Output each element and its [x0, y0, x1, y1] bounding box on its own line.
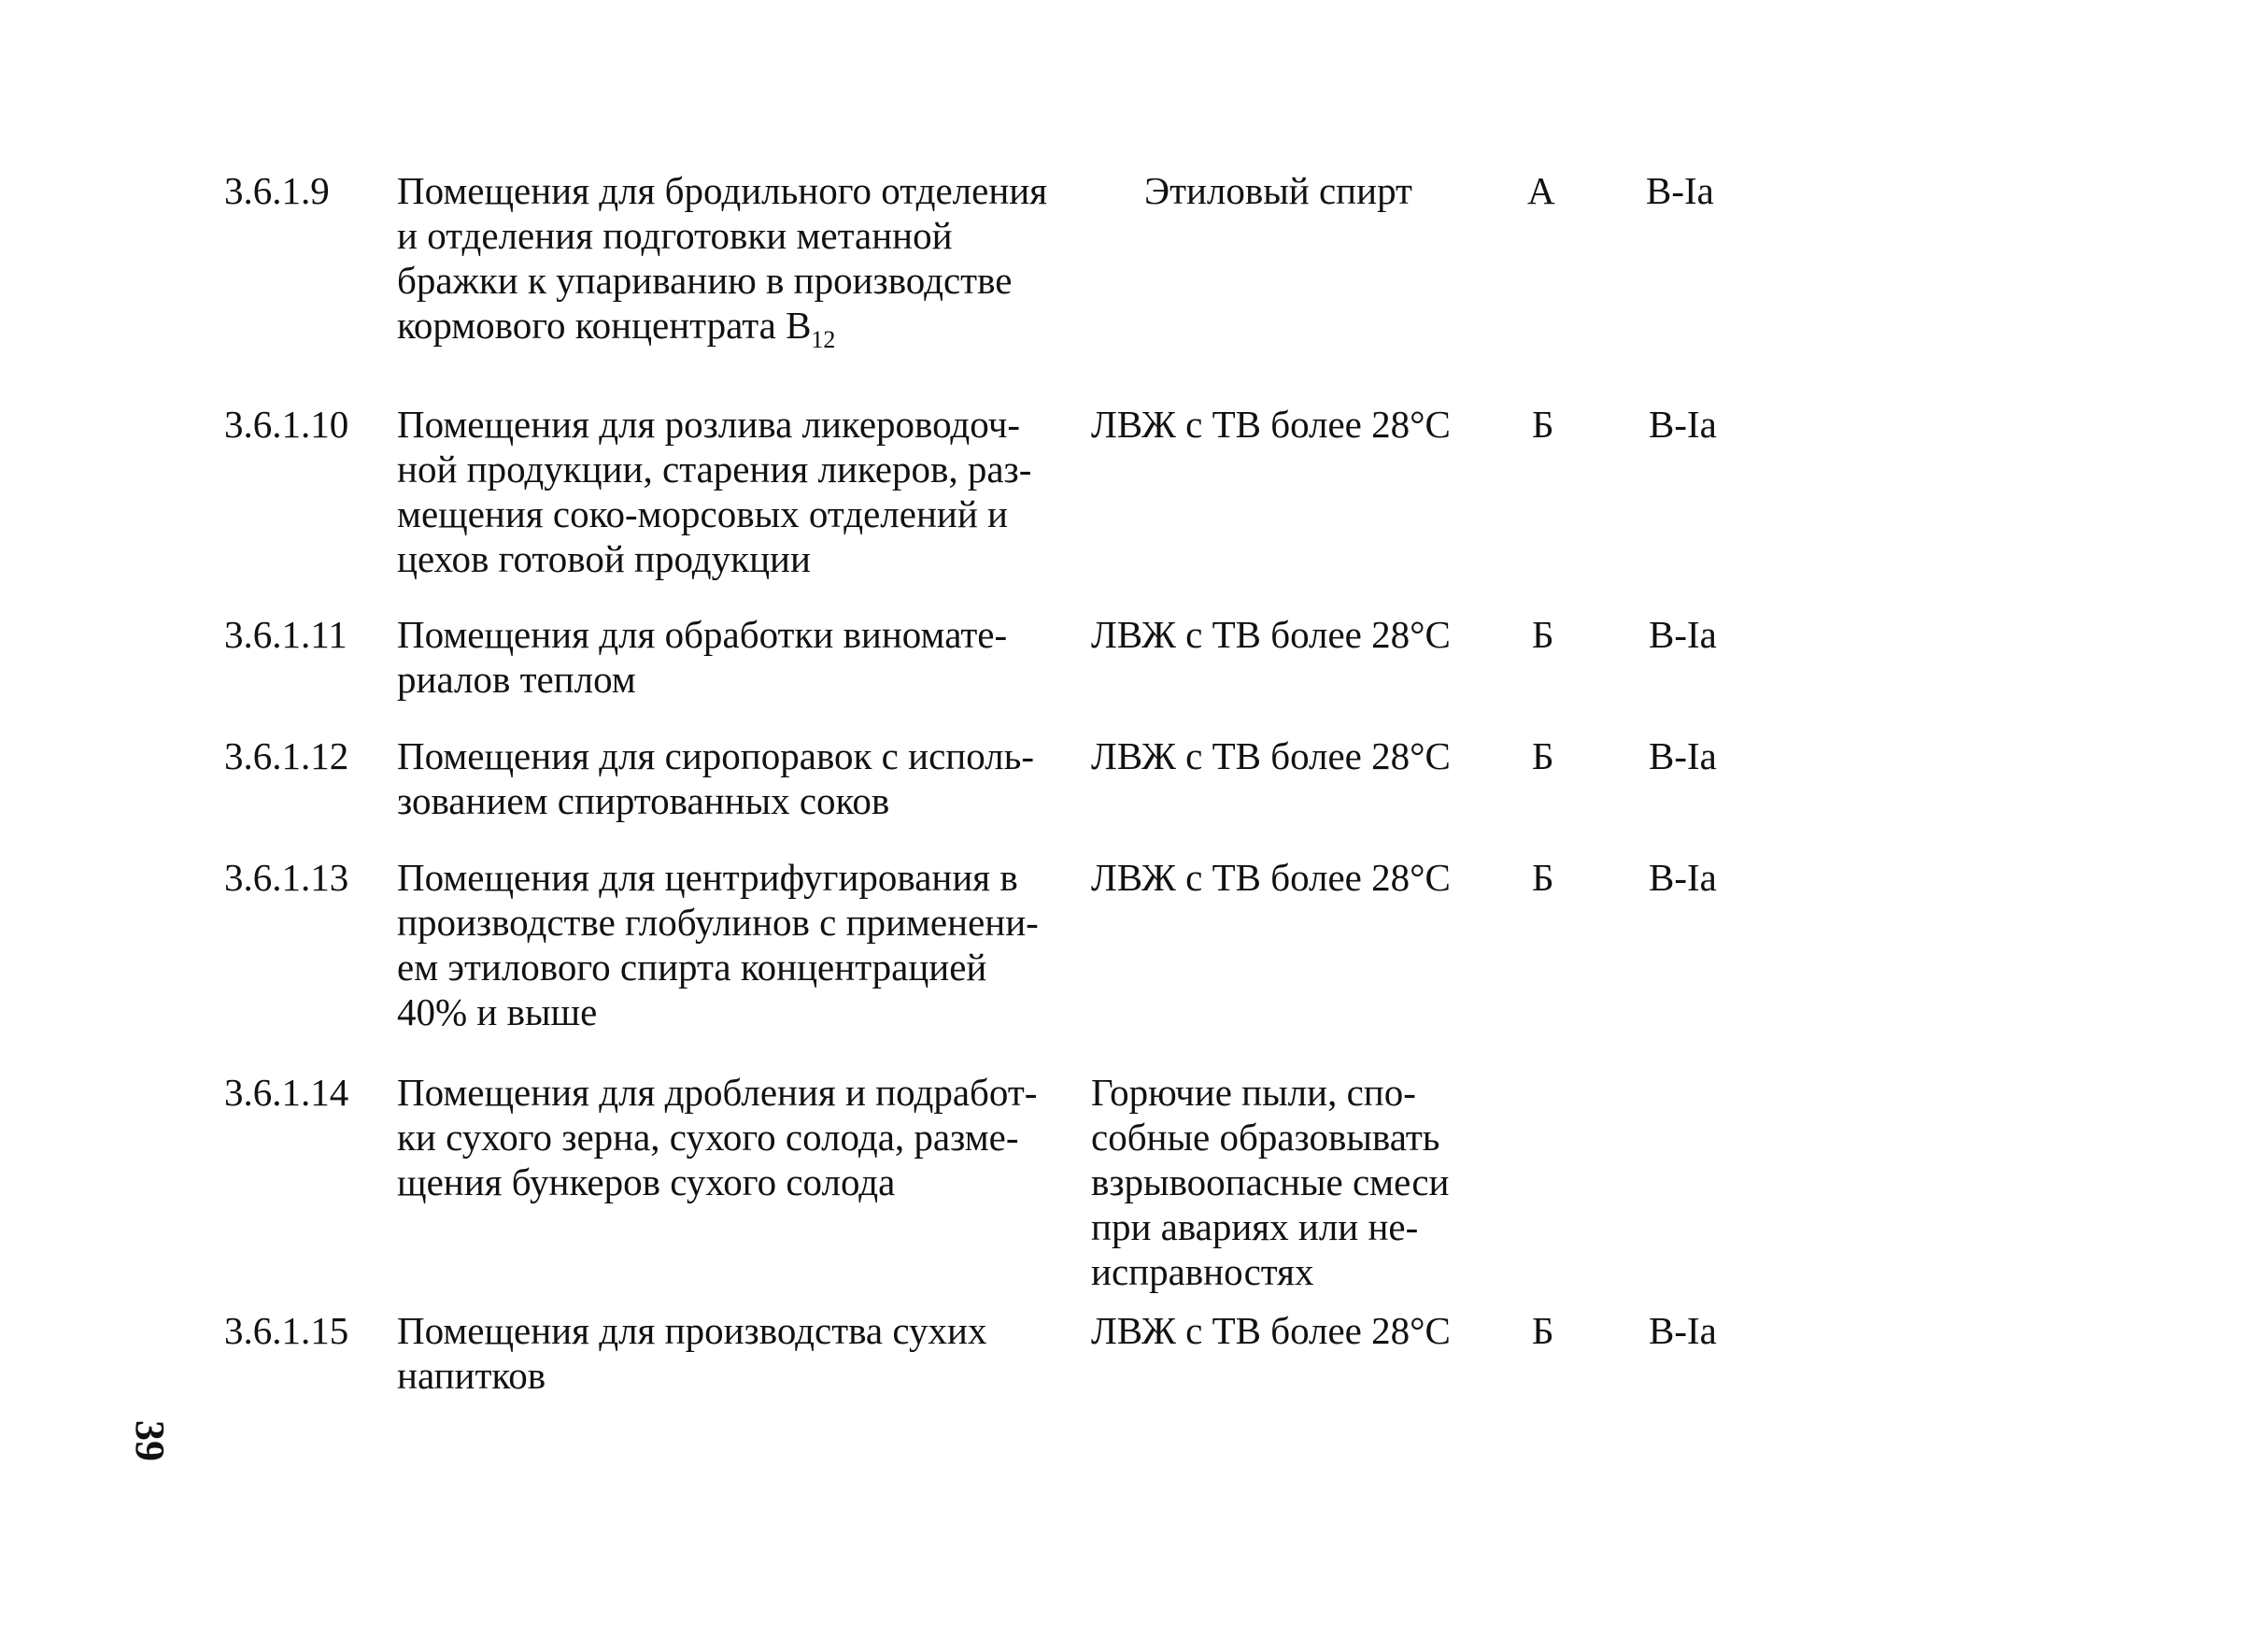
category: Б [1532, 856, 1554, 899]
substance-line: исправностях [1091, 1250, 1314, 1293]
category: Б [1532, 734, 1554, 777]
description-line [397, 303, 1079, 353]
description-line: Помещения для бродильного отделения [397, 169, 1048, 212]
item-number: 3.6.1.14 [224, 1071, 349, 1114]
description-line: Помещения для дробления и подработ- [397, 1071, 1038, 1114]
substance [1091, 855, 1483, 900]
room-description [397, 612, 1079, 702]
category: Б [1532, 613, 1554, 656]
item-number: 3.6.1.12 [224, 734, 349, 777]
subscript-text: 12 [811, 326, 836, 353]
item-number: 3.6.1.9 [224, 169, 330, 212]
description-line: зованием спиртованных соков [397, 779, 890, 822]
description-line: ем этилового спирта концентрацией [397, 946, 987, 989]
zone-class: B-Ia [1649, 613, 1717, 656]
description-line: цехов готовой продукции [397, 537, 811, 580]
room-description [397, 733, 1079, 823]
substance [1091, 733, 1483, 778]
room-description [397, 1070, 1079, 1204]
category: Б [1532, 1309, 1554, 1352]
item-number: 3.6.1.10 [224, 403, 349, 446]
substance-line: ЛВЖ с ТВ более 28°С [1091, 734, 1451, 777]
substance-line: Горючие пыли, спо- [1091, 1071, 1416, 1114]
zone-class: B-Ia [1649, 734, 1717, 777]
page-number: 39 [127, 1420, 173, 1461]
substance-line: ЛВЖ с ТВ более 28°С [1091, 403, 1451, 446]
substance-line: взрывоопасные смеси [1091, 1160, 1450, 1203]
description-line: напитков [397, 1354, 546, 1397]
category: А [1527, 169, 1555, 212]
description-line: ки сухого зерна, сухого солода, разме- [397, 1116, 1019, 1159]
zone-class: B-Ia [1646, 169, 1714, 212]
zone-class: B-Ia [1649, 403, 1717, 446]
substance-line: ЛВЖ с ТВ более 28°С [1091, 613, 1451, 656]
substance-line: ЛВЖ с ТВ более 28°С [1091, 1309, 1451, 1352]
item-number: 3.6.1.11 [224, 613, 347, 656]
zone-class: B-Ia [1649, 856, 1717, 899]
substance-line: собные образовывать [1091, 1116, 1440, 1159]
room-description [397, 1308, 1079, 1398]
room-description [397, 855, 1079, 1034]
substance [1144, 168, 1537, 213]
description-line: Помещения для производства сухих [397, 1309, 987, 1352]
room-description [397, 168, 1079, 353]
description-line: щения бункеров сухого солода [397, 1160, 896, 1203]
description-line: 40% и выше [397, 990, 598, 1033]
category: Б [1532, 403, 1554, 446]
description-line: Помещения для розлива ликероводоч- [397, 403, 1020, 446]
description-line: и отделения подготовки метанной [397, 214, 953, 257]
description-line: Помещения для обработки виномате- [397, 613, 1008, 656]
substance [1091, 1070, 1483, 1294]
substance [1091, 612, 1483, 657]
substance-line: при авариях или не- [1091, 1205, 1419, 1248]
description-text: кормового концентрата B [397, 304, 812, 347]
description-line: Помещения для сиропоравок с исполь- [397, 734, 1034, 777]
substance [1091, 1308, 1483, 1353]
description-line: производстве глобулинов с применени- [397, 901, 1039, 944]
item-number: 3.6.1.13 [224, 856, 349, 899]
description-line: мещения соко-морсовых отделений и [397, 492, 1008, 535]
item-number: 3.6.1.15 [224, 1309, 349, 1352]
description-line: ной продукции, старения ликеров, раз- [397, 448, 1032, 491]
description-line: риалов теплом [397, 658, 636, 701]
zone-class: B-Ia [1649, 1309, 1717, 1352]
description-line: Помещения для центрифугирования в [397, 856, 1018, 899]
description-line: бражки к упариванию в производстве [397, 259, 1013, 302]
substance-line: Этиловый спирт [1144, 169, 1412, 212]
room-description [397, 402, 1079, 581]
substance [1091, 402, 1483, 447]
substance-line: ЛВЖ с ТВ более 28°С [1091, 856, 1451, 899]
